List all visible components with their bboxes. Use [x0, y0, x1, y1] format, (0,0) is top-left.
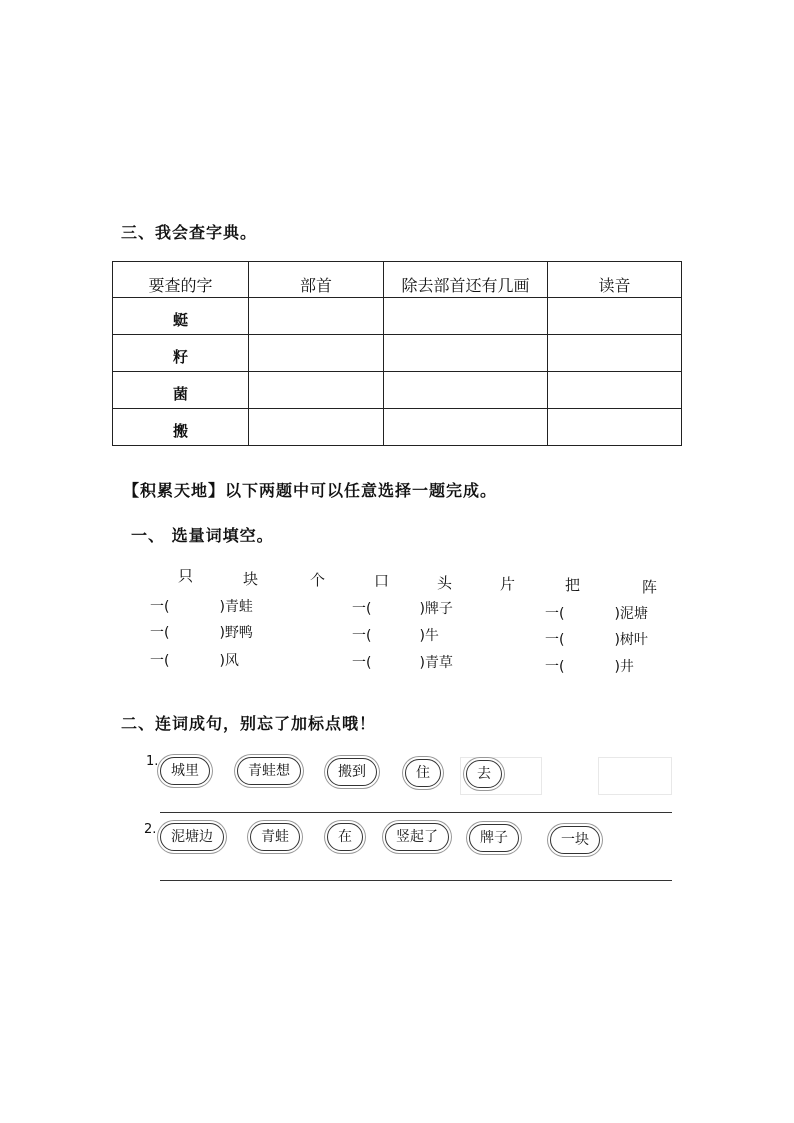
word-cloud[interactable]: 牌子 — [469, 824, 519, 852]
word-cloud[interactable]: 城里 — [160, 757, 210, 785]
q2-title: 二、连词成句，别忘了加标点哦！ — [121, 714, 377, 733]
table-row — [113, 409, 682, 446]
fill-item[interactable] — [150, 622, 253, 642]
fill-suffix: )牌子 — [419, 601, 453, 617]
pronunciation-input-cell[interactable] — [548, 335, 682, 372]
fill-item[interactable] — [545, 629, 648, 649]
char-cell: 菌 — [172, 384, 188, 403]
fill-item[interactable] — [545, 603, 648, 623]
header-pronunciation: 读音 — [548, 262, 682, 298]
radical-input-cell[interactable] — [249, 372, 384, 409]
fill-suffix: )青蛙 — [219, 599, 253, 615]
strokes-input-cell[interactable] — [384, 372, 548, 409]
strokes-input-cell[interactable] — [384, 298, 548, 335]
fill-item[interactable] — [150, 650, 239, 670]
fill-item[interactable] — [150, 596, 253, 616]
option-word: 片 — [500, 575, 516, 593]
fill-prefix: 一( — [352, 655, 372, 671]
strokes-input-cell[interactable] — [384, 335, 548, 372]
word-cloud[interactable]: 住 — [405, 759, 441, 787]
fill-suffix: )泥塘 — [614, 606, 648, 622]
fill-suffix: )牛 — [419, 628, 439, 644]
fill-suffix: )野鸭 — [219, 625, 253, 641]
pronunciation-input-cell[interactable] — [548, 372, 682, 409]
char-cell: 籽 — [172, 347, 188, 366]
table-row — [113, 372, 682, 409]
fill-item[interactable] — [352, 598, 453, 618]
accumulate-title: 【积累天地】以下两题中可以任意选择一题完成。 — [123, 481, 498, 500]
sentence-number: 1. — [146, 754, 159, 769]
option-word: 只 — [178, 567, 194, 585]
table-row — [113, 335, 682, 372]
header-radical: 部首 — [249, 262, 384, 298]
fill-suffix: )青草 — [419, 655, 453, 671]
sentence-number: 2. — [144, 822, 157, 837]
word-cloud[interactable]: 竖起了 — [385, 823, 449, 851]
pronunciation-input-cell[interactable] — [548, 409, 682, 446]
radical-input-cell[interactable] — [249, 335, 384, 372]
fill-item[interactable] — [352, 625, 439, 645]
fill-suffix: )树叶 — [614, 632, 648, 648]
option-word: 口 — [374, 572, 390, 590]
option-word: 块 — [243, 570, 259, 588]
radical-input-cell[interactable] — [249, 409, 384, 446]
option-word: 个 — [310, 571, 326, 589]
answer-line[interactable] — [160, 812, 672, 813]
word-cloud[interactable]: 搬到 — [327, 758, 377, 786]
fill-prefix: 一( — [150, 625, 170, 641]
q1-title: 一、 选量词填空。 — [131, 526, 274, 545]
char-cell: 搬 — [172, 421, 188, 440]
fill-item[interactable] — [352, 652, 453, 672]
dictionary-table — [112, 261, 682, 446]
fill-prefix: 一( — [150, 653, 170, 669]
word-cloud[interactable]: 一块 — [550, 826, 600, 854]
table-header-row — [113, 262, 682, 298]
word-cloud[interactable]: 在 — [327, 823, 363, 851]
char-cell: 蜓 — [172, 310, 188, 329]
word-cloud[interactable]: 泥塘边 — [160, 823, 224, 851]
word-cloud[interactable]: 去 — [466, 760, 502, 788]
option-word: 阵 — [642, 578, 658, 596]
option-word: 把 — [565, 576, 581, 594]
fill-prefix: 一( — [545, 606, 565, 622]
fill-prefix: 一( — [352, 628, 372, 644]
header-strokes: 除去部首还有几画 — [384, 262, 548, 298]
header-char: 要查的字 — [113, 262, 249, 298]
fill-item[interactable] — [545, 656, 634, 676]
word-cloud[interactable]: 青蛙想 — [237, 757, 301, 785]
fill-prefix: 一( — [352, 601, 372, 617]
fill-suffix: )井 — [614, 659, 634, 675]
fill-prefix: 一( — [150, 599, 170, 615]
fill-prefix: 一( — [545, 659, 565, 675]
strokes-input-cell[interactable] — [384, 409, 548, 446]
table-row — [113, 298, 682, 335]
radical-input-cell[interactable] — [249, 298, 384, 335]
option-word: 头 — [437, 574, 453, 592]
fill-prefix: 一( — [545, 632, 565, 648]
answer-line[interactable] — [160, 880, 672, 881]
word-cloud[interactable]: 青蛙 — [250, 823, 300, 851]
section3-title: 三、我会查字典。 — [121, 223, 258, 242]
fill-suffix: )风 — [219, 653, 239, 669]
faint-grid — [598, 757, 672, 795]
pronunciation-input-cell[interactable] — [548, 298, 682, 335]
